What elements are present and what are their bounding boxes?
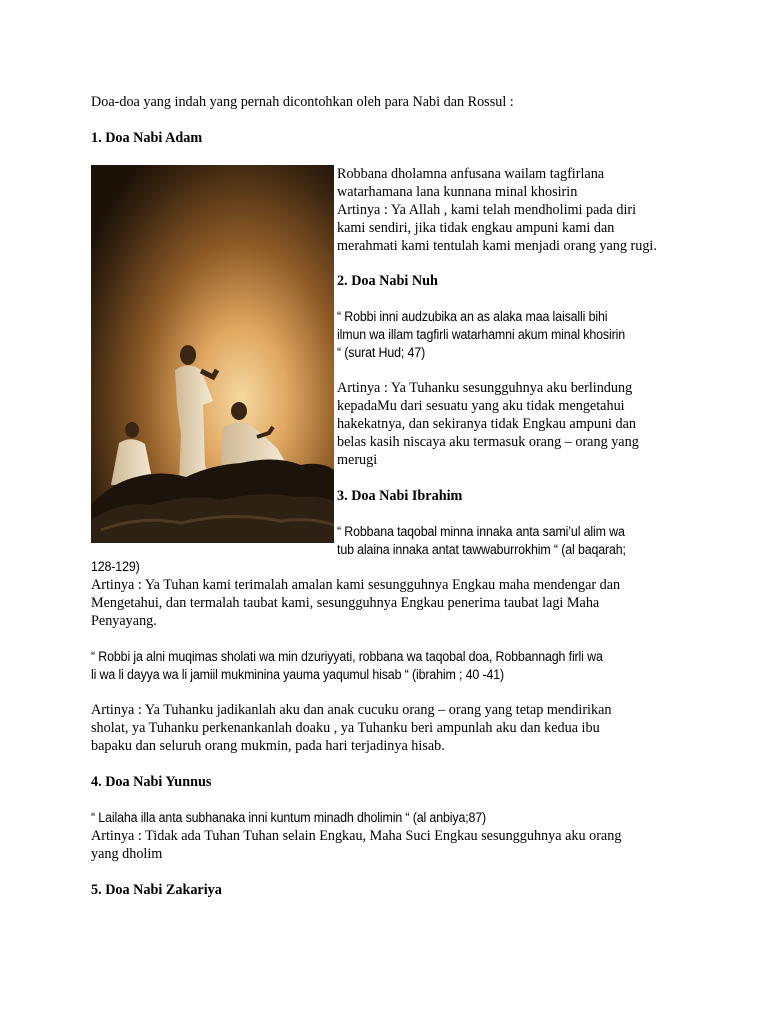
- ibrahim-arti2: [91, 701, 686, 755]
- yunus-doa: [91, 809, 686, 827]
- ibrahim-arti-line: Artinya : Ya Tuhan kami terimalah amalan kami sesungguhnya Engkau maha mendengar dan: [91, 577, 621, 593]
- heading-ibrahim: 3. Doa Nabi Ibrahim: [337, 488, 463, 504]
- yunus-doa-line: “ Lailaha illa anta subhanaka inni kuntum minadh dholimin “ (al anbiya;87): [91, 810, 487, 825]
- heading-yunus: 4. Doa Nabi Yunnus: [91, 774, 212, 790]
- ibrahim-arti-line: Mengetahui, dan termalah taubat kami, sesungguhnya Engkau penerima taubat lagi Maha: [91, 595, 600, 611]
- ibrahim-doa2: [91, 648, 686, 684]
- ibrahim-arti2-line: Artinya : Ya Tuhanku jadikanlah aku dan anak cucuku orang – orang yang tetap mendirikan: [91, 702, 612, 718]
- intro-text: Doa-doa yang indah yang pernah dicontohkan oleh para Nabi dan Rossul :: [91, 94, 514, 110]
- ibrahim-doa-line: 128-129): [91, 559, 140, 574]
- yunus-arti-line: Artinya : Tidak ada Tuhan Tuhan selain Engkau, Maha Suci Engkau sesungguhnya aku orang: [91, 828, 622, 844]
- nuh-arti-line: merugi: [337, 452, 378, 468]
- ibrahim-doa-line: “ Robbana taqobal minna innaka anta sami’ul alim wa: [337, 524, 625, 539]
- adam-doa-line: Robbana dholamna anfusana wailam tagfirlana: [337, 166, 605, 182]
- ibrahim-doa: [337, 523, 682, 559]
- nuh-doa: [337, 308, 682, 362]
- prayer-photo: [91, 165, 334, 543]
- nuh-arti-line: belas kasih niscaya aku termasuk orang – orang yang: [337, 434, 639, 450]
- nuh-arti-line: Artinya : Ya Tuhanku sesungguhnya aku berlindung: [337, 380, 633, 396]
- yunus-arti: [91, 827, 686, 863]
- ibrahim-arti2-line: sholat, ya Tuhanku perkenankanlah doaku , ya Tuhanku beri ampunlah aku dan kedua ibu: [91, 720, 600, 736]
- heading-zakariya: 5. Doa Nabi Zakariya: [91, 882, 222, 898]
- ibrahim-body: [91, 558, 686, 630]
- nuh-doa-line: “ (surat Hud; 47): [337, 345, 426, 360]
- ibrahim-arti-line: Penyayang.: [91, 613, 157, 629]
- nuh-doa-line: ilmun wa illam tagfirli watarhamni akum minal khosirin: [337, 327, 625, 342]
- ibrahim-arti2-line: bapaku dan seluruh orang mukmin, pada hari terjadinya hisab.: [91, 738, 445, 754]
- nuh-arti-line: hakekatnya, dan sekiranya tidak Engkau ampuni dan: [337, 416, 637, 432]
- nuh-arti-line: kepadaMu dari sesuatu yang aku tidak mengetahui: [337, 398, 625, 414]
- nuh-arti: [337, 379, 682, 469]
- ibrahim-doa2-line: “ Robbi ja alni muqimas sholati wa min dzuriyyati, robbana wa taqobal doa, Robbannagh firli wa: [91, 649, 603, 664]
- adam-body: [337, 165, 682, 255]
- adam-doa-line: watarhamana lana kunnana minal khosirin: [337, 184, 578, 200]
- adam-arti-line: kami sendiri, jika tidak engkau ampuni kami dan: [337, 220, 615, 236]
- ibrahim-doa2-line: li wa li dayya wa li jamiil mukminina yauma yaqumul hisab “ (ibrahim ; 40 -41): [91, 667, 505, 682]
- heading-adam: 1. Doa Nabi Adam: [91, 130, 203, 146]
- ibrahim-doa-line: tub alaina innaka antat tawwaburrokhim “ (al baqarah;: [337, 542, 626, 557]
- adam-arti-line: merahmati kami tentulah kami menjadi orang yang rugi.: [337, 238, 657, 254]
- nuh-doa-line: “ Robbi inni audzubika an as alaka maa laisalli bihi: [337, 309, 608, 324]
- heading-nuh: 2. Doa Nabi Nuh: [337, 273, 438, 289]
- adam-arti-line: Artinya : Ya Allah , kami telah mendholimi pada diri: [337, 202, 637, 218]
- yunus-arti-line: yang dholim: [91, 846, 163, 862]
